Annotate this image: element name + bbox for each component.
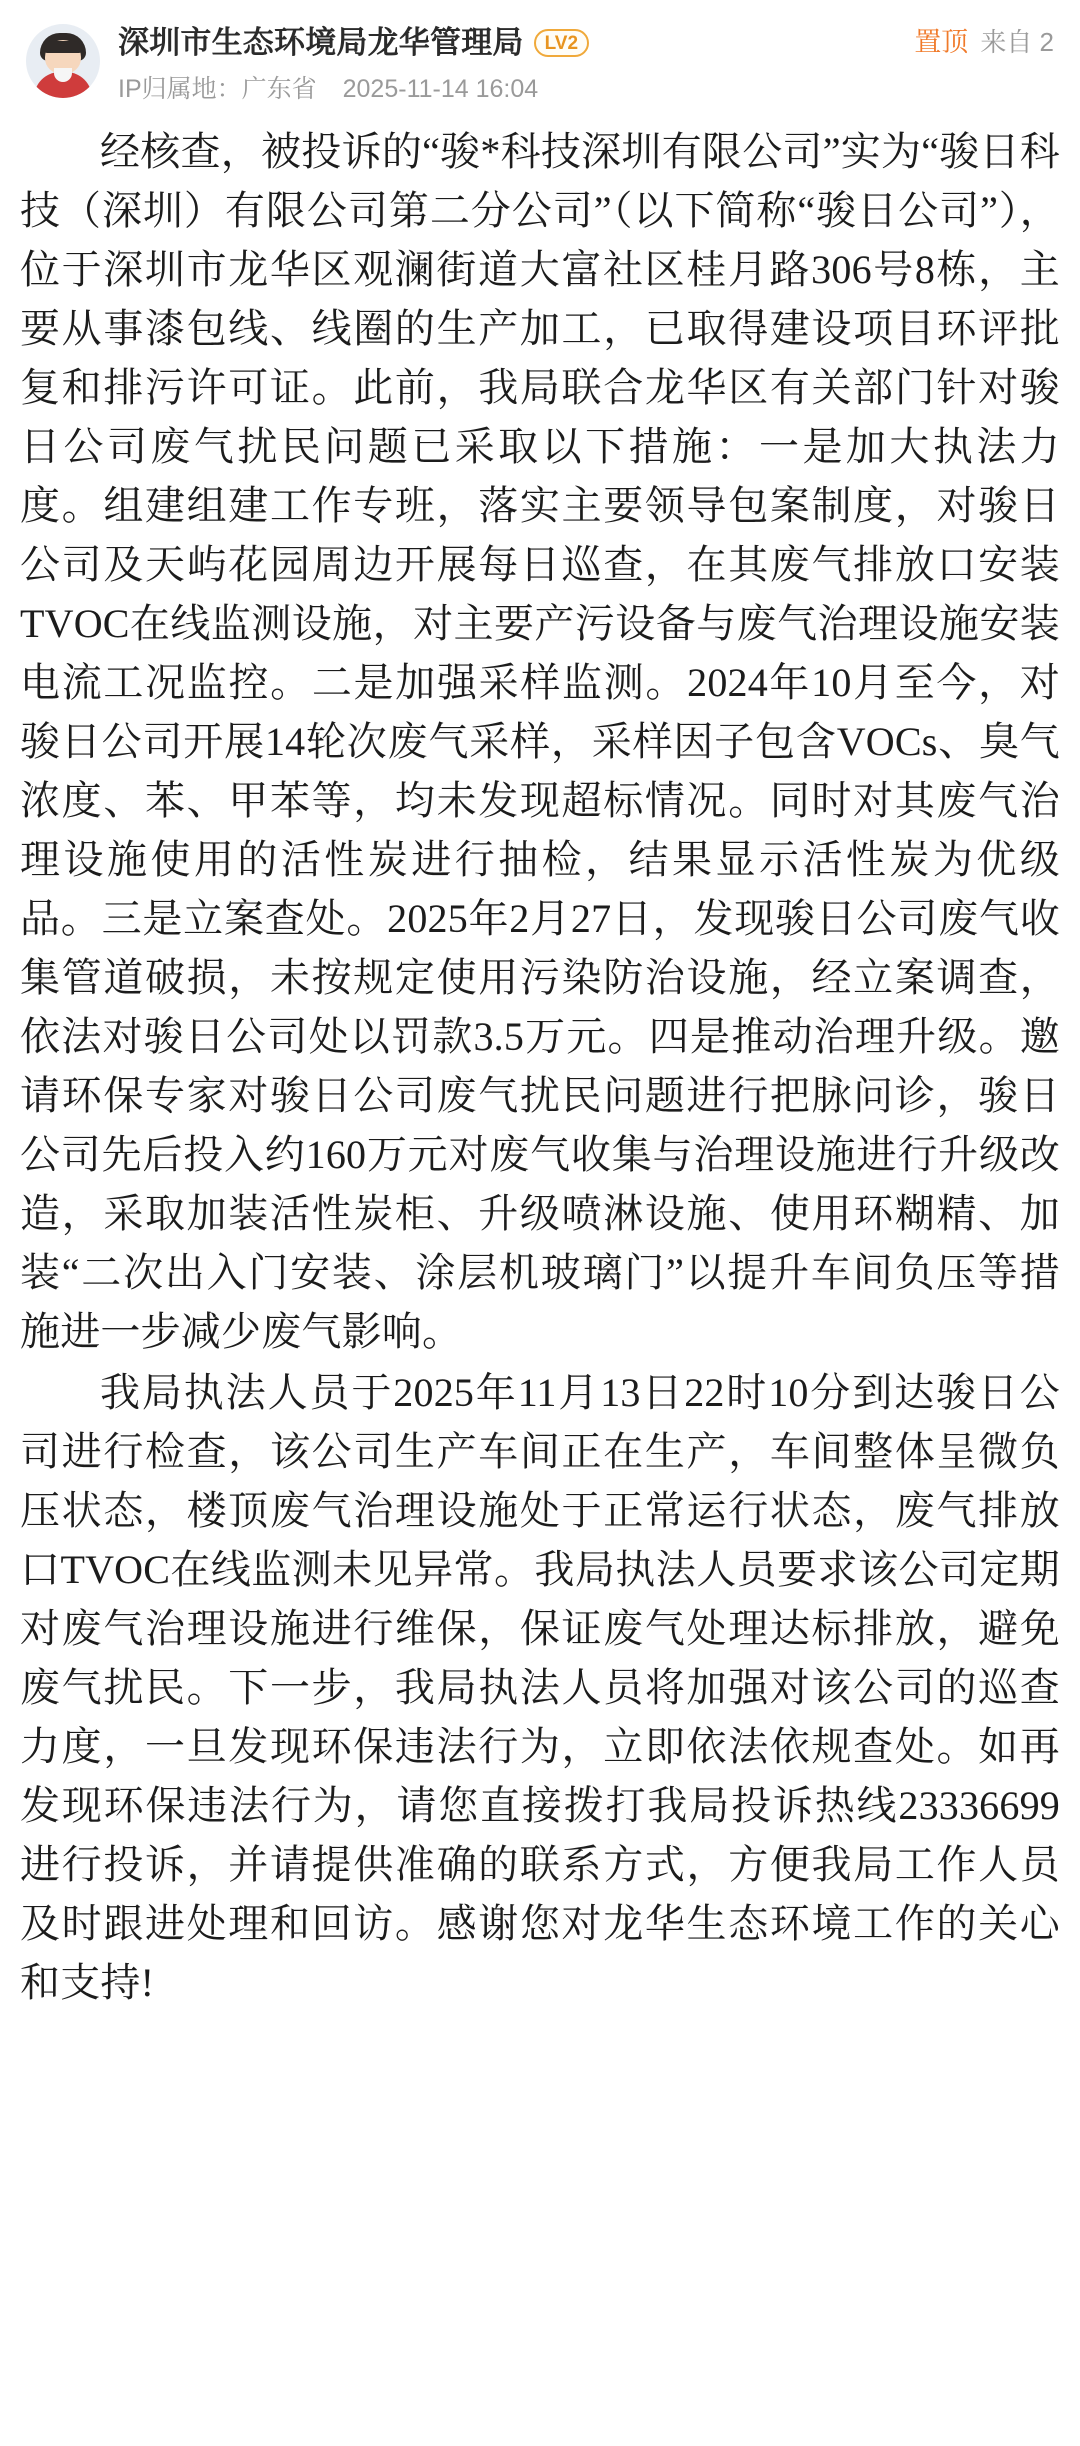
post-header xyxy=(0,0,1080,118)
avatar-fringe xyxy=(44,41,82,53)
post-body xyxy=(0,118,1080,2052)
header-text xyxy=(100,22,1054,104)
level-badge[interactable]: LV2 xyxy=(534,29,589,57)
account-name[interactable]: 深圳市生态环境局龙华管理局 xyxy=(118,25,524,60)
post-paragraph: 我局执法人员于2025年11月13日22时10分到达骏日公司进行检查，该公司生产车间正在生产，车间整体呈微负压状态，楼顶废气治理设施处于正常运行状态，废气排放口TVOC在线监测未见异常。我局执法人员要求该公司定期对废气治理设施进行维保，保证废气处理达标排放，避免废气扰民。下一步，我局执法人员将加强对该公司的巡查力度，一旦发现环保违法行为，立即依法依规查处。如再发现环保违法行为，请您直接拨打我局投诉热线23336699进行投诉，并请提供准确的联系方式，方便我局工作人员及时跟进处理和回访。感谢您对龙华生态环境工作的关心和支持! xyxy=(20,1370,1060,2005)
post-source[interactable]: 来自 2 xyxy=(980,27,1054,57)
meta-row xyxy=(118,74,1054,104)
avatar[interactable] xyxy=(26,24,100,98)
ip-location: IP归属地：广东省 xyxy=(118,75,317,103)
post-paragraph: 经核查，被投诉的“骏*科技深圳有限公司”实为“骏日科技（深圳）有限公司第二分公司”（以下简称“骏日公司”），位于深圳市龙华区观澜街道大富社区桂月路306号8栋，主要从事漆包线、线圈的生产加工，已取得建设项目环评批复和排污许可证。此前，我局联合龙华区有关部门针对骏日公司废气扰民问题已采取以下措施：一是加大执法力度。组建组建工作专班，落实主要领导包案制度，对骏日公司及天屿花园周边开展每日巡查，在其废气排放口安装TVOC在线监测设施，对主要产污设备与废气治理设施安装电流工况监控。二是加强采样监测。2024年10月至今，对骏日公司开展14轮次废气采样，采样因子包含VOCs、臭气浓度、苯、甲苯等，均未发现超标情况。同时对其废气治理设施使用的活性炭进行抽检，结果显示活性炭为优级品。三是立案查处。2025年2月27日，发现骏日公司废气收集管道破损，未按规定使用污染防治设施，经立案调查，依法对骏日公司处以罚款3.5万元。四是推动治理升级。邀请环保专家对骏日公司废气扰民问题进行把脉问诊，骏日公司先后投入约160万元对废气收集与治理设施进行升级改造，采取加装活性炭柜、升级喷淋设施、使用环糊精、加装“二次出入门安装、涂层机玻璃门”以提升车间负压等措施进一步减少废气影响。 xyxy=(20,129,1060,1354)
header-right xyxy=(914,26,1054,58)
pinned-badge: 置顶 xyxy=(914,27,969,57)
post-timestamp: 2025-11-14 16:04 xyxy=(342,75,539,103)
